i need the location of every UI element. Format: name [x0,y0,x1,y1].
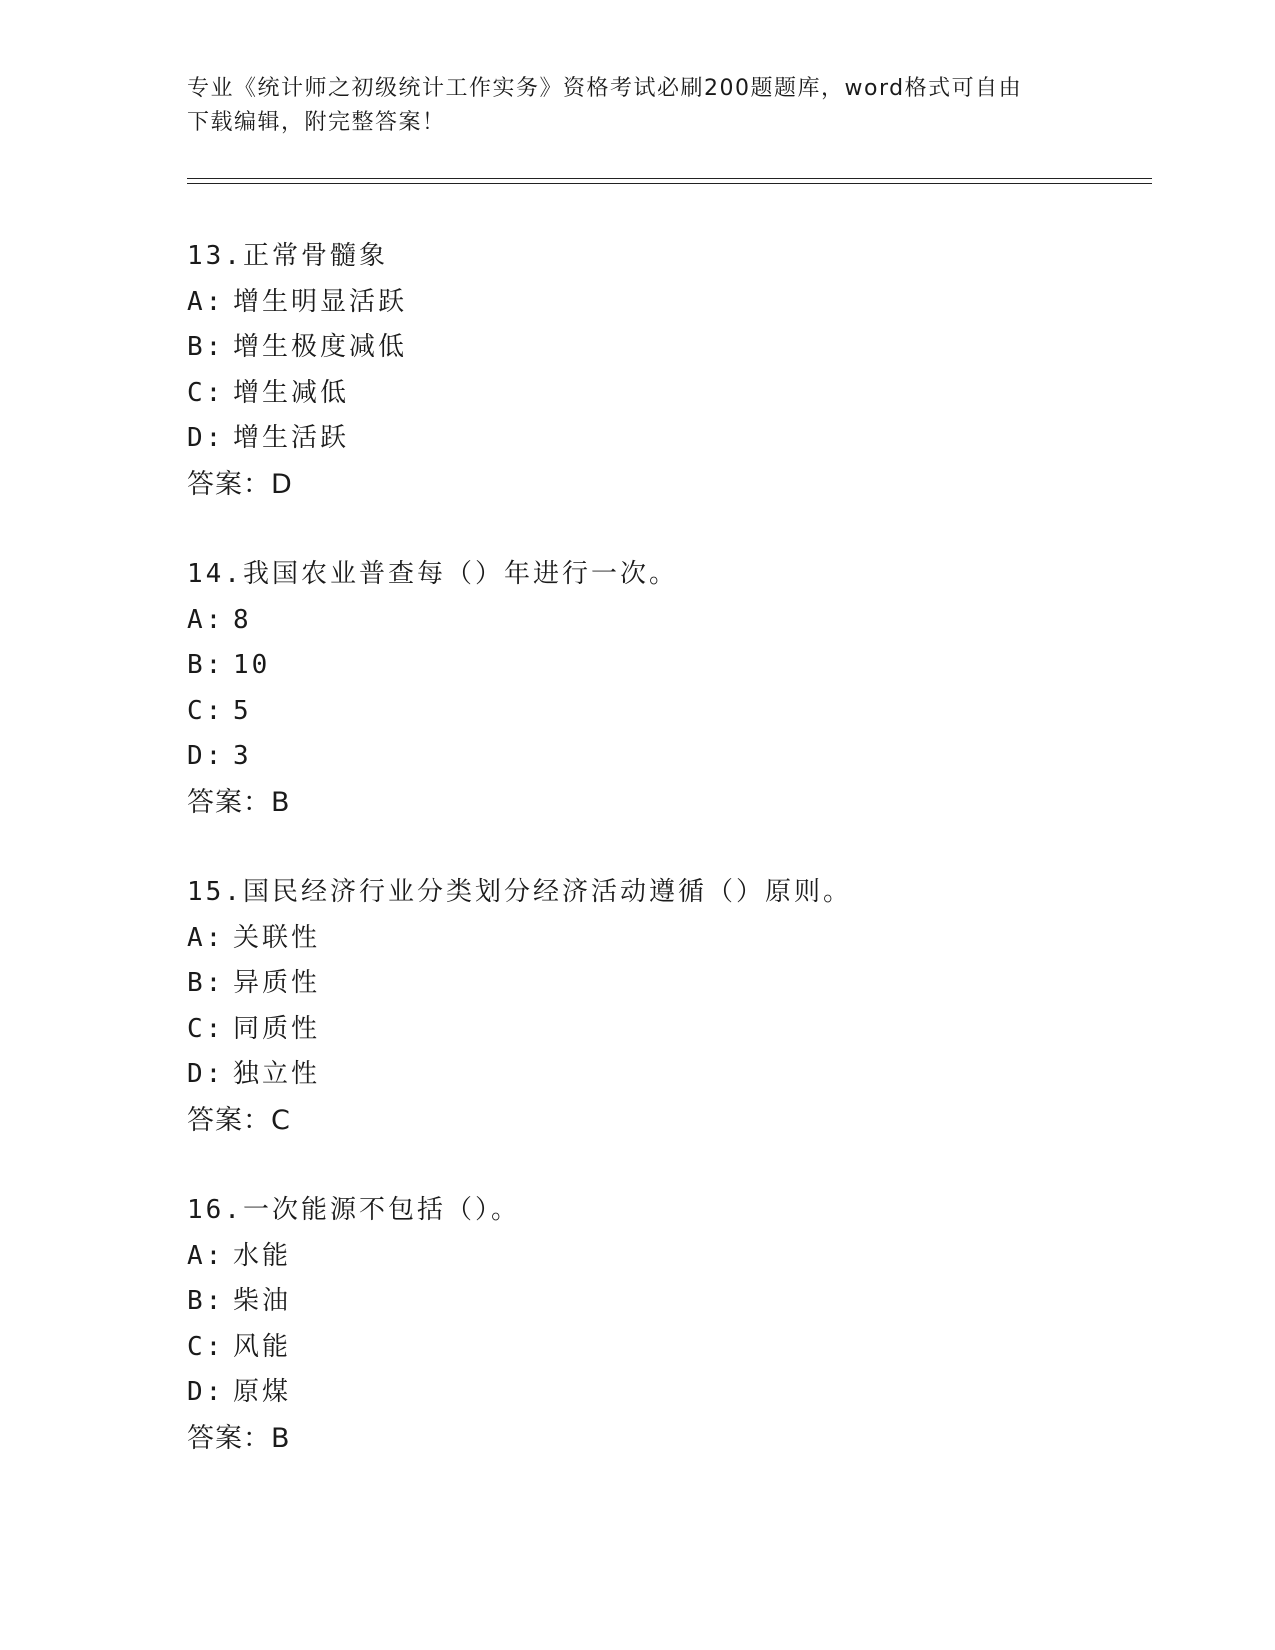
header-line-1: 专业《统计师之初级统计工作实务》资格考试必刷200题题库，word格式可自由 [187,76,1023,101]
header-line-2: 下载编辑，附完整答案！ [187,110,446,135]
option-b [187,325,1147,371]
option-text: 增生明显活跃 [233,286,408,317]
question-title: 13.正常骨髓象 [187,241,388,271]
answer: 答案：B [187,1422,291,1454]
option-c [187,1007,1147,1053]
option-b [187,1279,1147,1325]
option-text: 风能 [233,1331,292,1362]
option-letter: C: [187,1331,225,1362]
option-text: 原煤 [233,1377,292,1407]
document-header [187,72,1087,140]
option-letter: D: [187,741,225,771]
option-text: 柴油 [233,1286,292,1316]
option-a [187,916,1147,962]
option-a [187,598,1147,644]
option-letter: B: [187,332,225,362]
option-a [187,280,1147,326]
question-14 [187,552,1147,825]
option-text: 关联性 [233,922,321,953]
question-13 [187,234,1147,507]
option-letter: C: [187,1013,225,1044]
option-text: 3 [233,741,252,771]
option-text: 5 [233,695,252,726]
option-letter: C: [187,377,225,408]
option-d [187,734,1147,780]
option-letter: D: [187,423,225,453]
option-letter: B: [187,650,225,680]
question-16 [187,1188,1147,1461]
option-text: 增生减低 [233,377,350,408]
question-list [187,234,1147,1506]
option-letter: B: [187,968,225,998]
option-b [187,643,1147,689]
option-d [187,1370,1147,1416]
option-letter: C: [187,695,225,726]
option-letter: D: [187,1377,225,1407]
option-c [187,371,1147,417]
option-c [187,689,1147,735]
answer: 答案：C [187,1104,291,1136]
option-c [187,1325,1147,1371]
option-d [187,416,1147,462]
option-letter: B: [187,1286,225,1316]
option-text: 独立性 [233,1059,321,1089]
option-letter: A: [187,922,225,953]
option-letter: A: [187,1240,225,1271]
option-letter: D: [187,1059,225,1089]
option-text: 水能 [233,1240,292,1271]
option-text: 8 [233,604,252,635]
option-d [187,1052,1147,1098]
option-letter: A: [187,604,225,635]
option-text: 10 [233,650,271,680]
header-double-rule [187,178,1152,184]
option-text: 同质性 [233,1013,321,1044]
question-title: 16.一次能源不包括（）。 [187,1195,520,1225]
question-title: 15.国民经济行业分类划分经济活动遵循（）原则。 [187,877,852,907]
question-title: 14.我国农业普查每（）年进行一次。 [187,559,678,589]
option-letter: A: [187,286,225,317]
option-a [187,1234,1147,1280]
question-15 [187,870,1147,1143]
answer: 答案：B [187,786,291,818]
answer: 答案：D [187,468,293,500]
option-text: 增生活跃 [233,423,350,453]
option-text: 异质性 [233,968,321,998]
option-b [187,961,1147,1007]
option-text: 增生极度减低 [233,332,408,362]
